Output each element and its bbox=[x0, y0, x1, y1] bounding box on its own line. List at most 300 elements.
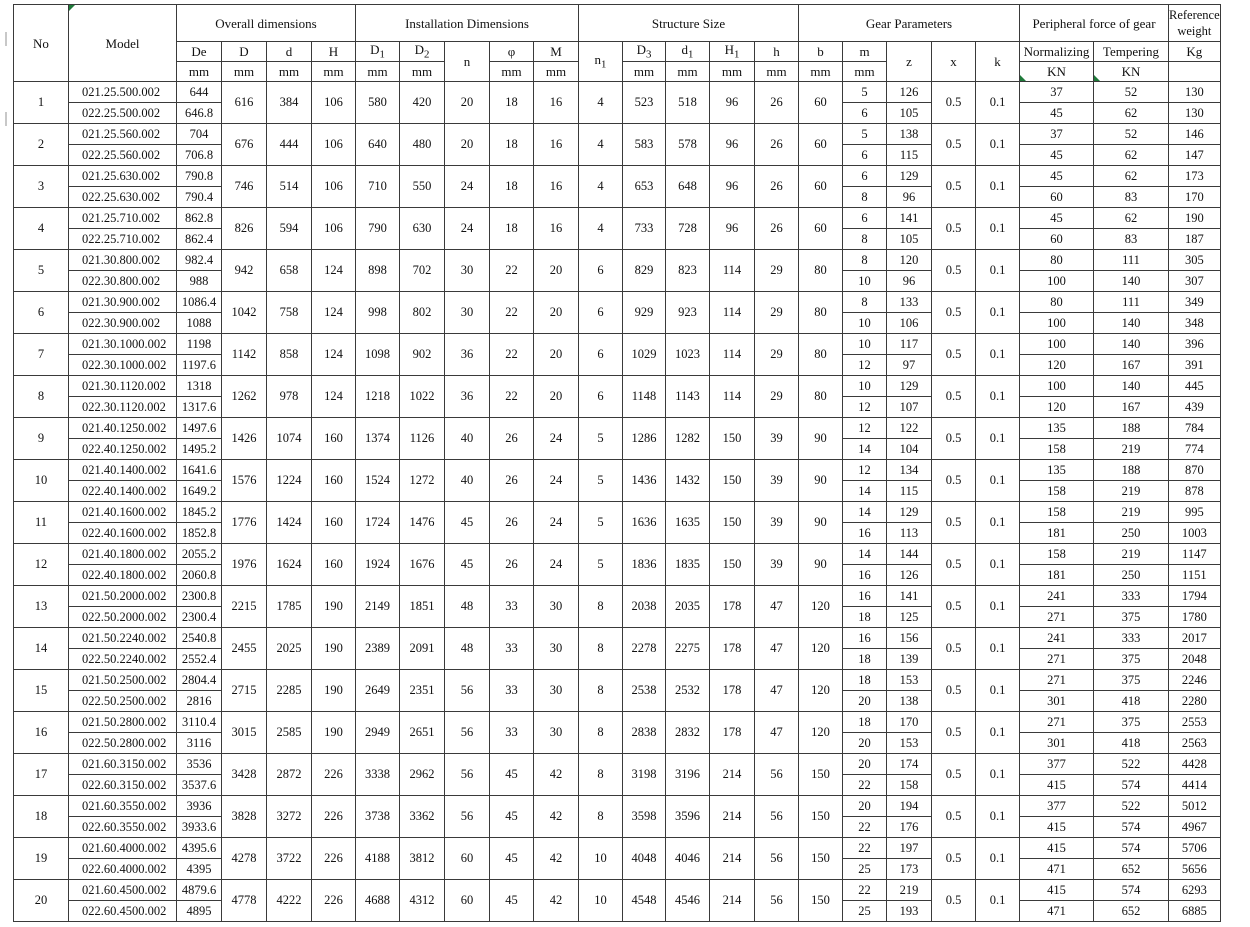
cell-H1: 178 bbox=[710, 628, 755, 670]
cell-D1: 1374 bbox=[356, 418, 400, 460]
cell-model-a: 021.50.2500.002 bbox=[69, 670, 177, 691]
cell-d1: 2035 bbox=[666, 586, 710, 628]
cell-model-b: 022.50.2800.002 bbox=[69, 733, 177, 754]
cell-z-b: 97 bbox=[887, 355, 932, 376]
cell-n1: 6 bbox=[579, 376, 623, 418]
header-D: D bbox=[222, 42, 267, 62]
cell-D2: 2962 bbox=[400, 754, 445, 796]
cell-D1: 2649 bbox=[356, 670, 400, 712]
cell-z-b: 193 bbox=[887, 901, 932, 922]
cell-m-b: 25 bbox=[843, 859, 887, 880]
cell-n1: 6 bbox=[579, 334, 623, 376]
cell-model-b: 022.50.2240.002 bbox=[69, 649, 177, 670]
cell-D1: 3338 bbox=[356, 754, 400, 796]
cell-d1: 1143 bbox=[666, 376, 710, 418]
cell-phi: 26 bbox=[490, 418, 534, 460]
cell-H1: 178 bbox=[710, 712, 755, 754]
cell-h: 47 bbox=[755, 712, 799, 754]
cell-D: 746 bbox=[222, 166, 267, 208]
cell-De-a: 862.8 bbox=[177, 208, 222, 229]
cell-temp-b: 219 bbox=[1094, 481, 1169, 502]
cell-model-b: 022.30.800.002 bbox=[69, 271, 177, 292]
cell-De-b: 2552.4 bbox=[177, 649, 222, 670]
cell-temp-a: 111 bbox=[1094, 292, 1169, 313]
cell-temp-b: 574 bbox=[1094, 775, 1169, 796]
cell-De-a: 3110.4 bbox=[177, 712, 222, 733]
cell-norm-a: 135 bbox=[1020, 418, 1094, 439]
cell-d1: 518 bbox=[666, 82, 710, 124]
cell-m-a: 18 bbox=[843, 712, 887, 733]
cell-D: 942 bbox=[222, 250, 267, 292]
cell-d1: 3196 bbox=[666, 754, 710, 796]
header-D3-main: D bbox=[636, 41, 646, 57]
cell-H: 160 bbox=[312, 418, 356, 460]
cell-M: 24 bbox=[534, 418, 579, 460]
cell-D1: 1924 bbox=[356, 544, 400, 586]
table-row bbox=[14, 502, 1221, 523]
cell-k: 0.1 bbox=[976, 418, 1020, 460]
cell-model-a: 021.40.1400.002 bbox=[69, 460, 177, 481]
cell-norm-a: 271 bbox=[1020, 670, 1094, 691]
cell-temp-a: 188 bbox=[1094, 460, 1169, 481]
cell-H1: 150 bbox=[710, 418, 755, 460]
cell-norm-a: 377 bbox=[1020, 754, 1094, 775]
unit-mm: mm bbox=[534, 62, 579, 82]
header-n1-main: n bbox=[594, 51, 602, 67]
cell-n1: 10 bbox=[579, 838, 623, 880]
cell-D3: 4048 bbox=[623, 838, 666, 880]
cell-phi: 18 bbox=[490, 166, 534, 208]
cell-no: 17 bbox=[14, 754, 69, 796]
cell-d1: 1635 bbox=[666, 502, 710, 544]
cell-D2: 1851 bbox=[400, 586, 445, 628]
cell-k: 0.1 bbox=[976, 376, 1020, 418]
cell-D1: 998 bbox=[356, 292, 400, 334]
cell-model-b: 022.60.4000.002 bbox=[69, 859, 177, 880]
cell-norm-b: 415 bbox=[1020, 817, 1094, 838]
table-row bbox=[14, 796, 1221, 817]
cell-b: 150 bbox=[799, 880, 843, 922]
cell-M: 42 bbox=[534, 754, 579, 796]
cell-model-a: 021.50.2800.002 bbox=[69, 712, 177, 733]
cell-kg-b: 878 bbox=[1169, 481, 1221, 502]
cell-b: 150 bbox=[799, 838, 843, 880]
cell-d1: 2832 bbox=[666, 712, 710, 754]
cell-H1: 114 bbox=[710, 334, 755, 376]
cell-z-a: 129 bbox=[887, 376, 932, 397]
cell-H1: 150 bbox=[710, 460, 755, 502]
cell-model-a: 021.60.3550.002 bbox=[69, 796, 177, 817]
cell-H1: 214 bbox=[710, 796, 755, 838]
cell-n1: 5 bbox=[579, 544, 623, 586]
cell-D2: 2351 bbox=[400, 670, 445, 712]
cell-m-b: 10 bbox=[843, 271, 887, 292]
cell-m-a: 12 bbox=[843, 418, 887, 439]
cell-De-b: 2060.8 bbox=[177, 565, 222, 586]
cell-z-b: 176 bbox=[887, 817, 932, 838]
cell-m-a: 8 bbox=[843, 250, 887, 271]
cell-h: 56 bbox=[755, 838, 799, 880]
cell-D3: 2038 bbox=[623, 586, 666, 628]
cell-kg-a: 5012 bbox=[1169, 796, 1221, 817]
table-row bbox=[14, 124, 1221, 145]
cell-b: 60 bbox=[799, 166, 843, 208]
cell-kg-b: 348 bbox=[1169, 313, 1221, 334]
cell-H: 160 bbox=[312, 460, 356, 502]
cell-m-b: 18 bbox=[843, 649, 887, 670]
cell-kg-a: 1794 bbox=[1169, 586, 1221, 607]
cell-M: 20 bbox=[534, 250, 579, 292]
header-n1-sub: 1 bbox=[601, 58, 607, 71]
cell-De-a: 3936 bbox=[177, 796, 222, 817]
cell-temp-a: 522 bbox=[1094, 796, 1169, 817]
cell-m-a: 6 bbox=[843, 208, 887, 229]
unit-mm: mm bbox=[356, 62, 400, 82]
cell-D: 1426 bbox=[222, 418, 267, 460]
cell-z-a: 133 bbox=[887, 292, 932, 313]
cell-x: 0.5 bbox=[932, 880, 976, 922]
cell-norm-b: 158 bbox=[1020, 439, 1094, 460]
cell-D: 2215 bbox=[222, 586, 267, 628]
cell-temp-a: 62 bbox=[1094, 166, 1169, 187]
cell-De-b: 646.8 bbox=[177, 103, 222, 124]
unit-kg-blank bbox=[1169, 62, 1221, 82]
cell-m-a: 5 bbox=[843, 124, 887, 145]
cell-b: 150 bbox=[799, 796, 843, 838]
cell-z-b: 115 bbox=[887, 481, 932, 502]
cell-n: 48 bbox=[445, 628, 490, 670]
cell-D3: 653 bbox=[623, 166, 666, 208]
cell-m-b: 10 bbox=[843, 313, 887, 334]
cell-n: 24 bbox=[445, 166, 490, 208]
cell-x: 0.5 bbox=[932, 208, 976, 250]
cell-phi: 22 bbox=[490, 292, 534, 334]
cell-kg-b: 4414 bbox=[1169, 775, 1221, 796]
cell-h: 56 bbox=[755, 796, 799, 838]
cell-H: 190 bbox=[312, 670, 356, 712]
header-overall-dimensions: Overall dimensions bbox=[177, 5, 356, 42]
cell-no: 7 bbox=[14, 334, 69, 376]
cell-d1: 728 bbox=[666, 208, 710, 250]
sheet-edge-mark bbox=[5, 112, 7, 126]
cell-z-b: 104 bbox=[887, 439, 932, 460]
cell-h: 26 bbox=[755, 166, 799, 208]
cell-k: 0.1 bbox=[976, 754, 1020, 796]
cell-d1: 1432 bbox=[666, 460, 710, 502]
cell-m-a: 16 bbox=[843, 586, 887, 607]
cell-D1: 790 bbox=[356, 208, 400, 250]
cell-b: 80 bbox=[799, 250, 843, 292]
cell-z-a: 122 bbox=[887, 418, 932, 439]
cell-kg-a: 146 bbox=[1169, 124, 1221, 145]
cell-De-a: 1086.4 bbox=[177, 292, 222, 313]
cell-no: 3 bbox=[14, 166, 69, 208]
cell-model-a: 021.30.800.002 bbox=[69, 250, 177, 271]
table-row bbox=[14, 292, 1221, 313]
cell-kg-b: 391 bbox=[1169, 355, 1221, 376]
cell-model-b: 022.25.630.002 bbox=[69, 187, 177, 208]
cell-h: 26 bbox=[755, 82, 799, 124]
cell-kg-b: 2280 bbox=[1169, 691, 1221, 712]
cell-model-b: 022.25.500.002 bbox=[69, 103, 177, 124]
cell-model-a: 021.60.3150.002 bbox=[69, 754, 177, 775]
cell-model-a: 021.50.2240.002 bbox=[69, 628, 177, 649]
cell-z-a: 219 bbox=[887, 880, 932, 901]
cell-kg-a: 5706 bbox=[1169, 838, 1221, 859]
cell-h: 39 bbox=[755, 460, 799, 502]
cell-D3: 3598 bbox=[623, 796, 666, 838]
cell-phi: 26 bbox=[490, 544, 534, 586]
cell-b: 60 bbox=[799, 82, 843, 124]
cell-norm-b: 100 bbox=[1020, 271, 1094, 292]
cell-b: 60 bbox=[799, 124, 843, 166]
cell-D: 1576 bbox=[222, 460, 267, 502]
cell-norm-a: 80 bbox=[1020, 250, 1094, 271]
cell-D2: 2091 bbox=[400, 628, 445, 670]
cell-model-b: 022.60.4500.002 bbox=[69, 901, 177, 922]
cell-m-a: 16 bbox=[843, 628, 887, 649]
header-H1-main: H bbox=[724, 41, 734, 57]
cell-n1: 8 bbox=[579, 754, 623, 796]
cell-De-a: 4395.6 bbox=[177, 838, 222, 859]
cell-De-b: 790.4 bbox=[177, 187, 222, 208]
cell-x: 0.5 bbox=[932, 628, 976, 670]
cell-M: 24 bbox=[534, 460, 579, 502]
cell-temp-a: 52 bbox=[1094, 124, 1169, 145]
cell-M: 42 bbox=[534, 880, 579, 922]
cell-temp-a: 522 bbox=[1094, 754, 1169, 775]
cell-model-b: 022.50.2000.002 bbox=[69, 607, 177, 628]
cell-m-a: 8 bbox=[843, 292, 887, 313]
cell-D2: 480 bbox=[400, 124, 445, 166]
cell-norm-a: 158 bbox=[1020, 502, 1094, 523]
cell-D2: 3812 bbox=[400, 838, 445, 880]
cell-no: 13 bbox=[14, 586, 69, 628]
header-normalizing: Normalizing bbox=[1020, 42, 1094, 62]
cell-model-a: 021.50.2000.002 bbox=[69, 586, 177, 607]
cell-z-b: 96 bbox=[887, 271, 932, 292]
cell-kg-b: 1003 bbox=[1169, 523, 1221, 544]
cell-norm-b: 301 bbox=[1020, 691, 1094, 712]
bearing-spec-table bbox=[13, 4, 1221, 922]
header-b: b bbox=[799, 42, 843, 62]
cell-d1: 923 bbox=[666, 292, 710, 334]
unit-mm: mm bbox=[312, 62, 356, 82]
cell-norm-b: 271 bbox=[1020, 649, 1094, 670]
cell-d1: 3596 bbox=[666, 796, 710, 838]
cell-k: 0.1 bbox=[976, 628, 1020, 670]
cell-D3: 3198 bbox=[623, 754, 666, 796]
cell-z-b: 107 bbox=[887, 397, 932, 418]
cell-z-a: 141 bbox=[887, 208, 932, 229]
cell-phi: 22 bbox=[490, 376, 534, 418]
cell-d: 2025 bbox=[267, 628, 312, 670]
cell-kg-a: 349 bbox=[1169, 292, 1221, 313]
cell-phi: 22 bbox=[490, 250, 534, 292]
cell-no: 2 bbox=[14, 124, 69, 166]
cell-D: 2715 bbox=[222, 670, 267, 712]
header-phi: φ bbox=[490, 42, 534, 62]
cell-kg-b: 4967 bbox=[1169, 817, 1221, 838]
cell-D3: 523 bbox=[623, 82, 666, 124]
cell-no: 15 bbox=[14, 670, 69, 712]
cell-x: 0.5 bbox=[932, 376, 976, 418]
cell-De-a: 1497.6 bbox=[177, 418, 222, 439]
cell-z-a: 197 bbox=[887, 838, 932, 859]
cell-z-b: 139 bbox=[887, 649, 932, 670]
cell-norm-b: 471 bbox=[1020, 859, 1094, 880]
cell-x: 0.5 bbox=[932, 712, 976, 754]
cell-z-a: 134 bbox=[887, 460, 932, 481]
cell-norm-a: 37 bbox=[1020, 82, 1094, 103]
cell-M: 16 bbox=[534, 208, 579, 250]
cell-M: 30 bbox=[534, 670, 579, 712]
cell-no: 9 bbox=[14, 418, 69, 460]
cell-D3: 829 bbox=[623, 250, 666, 292]
unit-mm: mm bbox=[710, 62, 755, 82]
cell-D: 2455 bbox=[222, 628, 267, 670]
cell-D: 1262 bbox=[222, 376, 267, 418]
cell-temp-b: 83 bbox=[1094, 229, 1169, 250]
cell-n1: 8 bbox=[579, 670, 623, 712]
table-row bbox=[14, 586, 1221, 607]
cell-D: 676 bbox=[222, 124, 267, 166]
header-H1 bbox=[710, 42, 755, 62]
cell-norm-b: 181 bbox=[1020, 523, 1094, 544]
cell-b: 120 bbox=[799, 628, 843, 670]
header-model: Model bbox=[69, 5, 177, 82]
sheet-edge-mark bbox=[5, 32, 7, 46]
cell-k: 0.1 bbox=[976, 502, 1020, 544]
cell-D3: 1029 bbox=[623, 334, 666, 376]
cell-b: 80 bbox=[799, 376, 843, 418]
cell-m-b: 8 bbox=[843, 229, 887, 250]
cell-z-a: 153 bbox=[887, 670, 932, 691]
cell-n: 30 bbox=[445, 292, 490, 334]
cell-phi: 18 bbox=[490, 82, 534, 124]
cell-H1: 214 bbox=[710, 880, 755, 922]
table-row bbox=[14, 82, 1221, 103]
table-row bbox=[14, 754, 1221, 775]
cell-kg-a: 6293 bbox=[1169, 880, 1221, 901]
header-kg: Kg bbox=[1169, 42, 1221, 62]
cell-temp-a: 52 bbox=[1094, 82, 1169, 103]
header-tempering: Tempering bbox=[1094, 42, 1169, 62]
cell-d1: 648 bbox=[666, 166, 710, 208]
header-D2 bbox=[400, 42, 445, 62]
cell-x: 0.5 bbox=[932, 82, 976, 124]
cell-model-a: 021.60.4000.002 bbox=[69, 838, 177, 859]
cell-temp-a: 375 bbox=[1094, 712, 1169, 733]
cell-D1: 3738 bbox=[356, 796, 400, 838]
cell-d: 758 bbox=[267, 292, 312, 334]
cell-z-a: 156 bbox=[887, 628, 932, 649]
cell-norm-a: 45 bbox=[1020, 166, 1094, 187]
cell-D1: 1524 bbox=[356, 460, 400, 502]
cell-H: 226 bbox=[312, 754, 356, 796]
cell-h: 39 bbox=[755, 418, 799, 460]
cell-n1: 6 bbox=[579, 292, 623, 334]
unit-mm: mm bbox=[623, 62, 666, 82]
cell-n1: 4 bbox=[579, 82, 623, 124]
cell-D2: 3362 bbox=[400, 796, 445, 838]
cell-model-a: 021.40.1250.002 bbox=[69, 418, 177, 439]
cell-model-b: 022.40.1600.002 bbox=[69, 523, 177, 544]
cell-m-a: 20 bbox=[843, 754, 887, 775]
cell-M: 20 bbox=[534, 376, 579, 418]
cell-h: 26 bbox=[755, 124, 799, 166]
cell-z-a: 144 bbox=[887, 544, 932, 565]
cell-kg-a: 784 bbox=[1169, 418, 1221, 439]
cell-b: 90 bbox=[799, 418, 843, 460]
cell-no: 5 bbox=[14, 250, 69, 292]
header-z: z bbox=[887, 42, 932, 82]
cell-kg-b: 2048 bbox=[1169, 649, 1221, 670]
cell-M: 16 bbox=[534, 82, 579, 124]
cell-H: 226 bbox=[312, 796, 356, 838]
header-M: M bbox=[534, 42, 579, 62]
cell-D3: 583 bbox=[623, 124, 666, 166]
cell-temp-b: 167 bbox=[1094, 355, 1169, 376]
cell-D2: 1022 bbox=[400, 376, 445, 418]
cell-norm-a: 45 bbox=[1020, 208, 1094, 229]
cell-kg-a: 130 bbox=[1169, 82, 1221, 103]
cell-m-a: 5 bbox=[843, 82, 887, 103]
cell-phi: 45 bbox=[490, 880, 534, 922]
cell-temp-a: 574 bbox=[1094, 838, 1169, 859]
cell-model-b: 022.60.3150.002 bbox=[69, 775, 177, 796]
cell-kg-b: 1780 bbox=[1169, 607, 1221, 628]
cell-D1: 1724 bbox=[356, 502, 400, 544]
cell-D3: 1836 bbox=[623, 544, 666, 586]
cell-D3: 2538 bbox=[623, 670, 666, 712]
header-m: m bbox=[843, 42, 887, 62]
cell-n: 56 bbox=[445, 670, 490, 712]
cell-De-b: 1317.6 bbox=[177, 397, 222, 418]
cell-D2: 702 bbox=[400, 250, 445, 292]
header-d1 bbox=[666, 42, 710, 62]
cell-model-b: 022.40.1800.002 bbox=[69, 565, 177, 586]
cell-model-a: 021.60.4500.002 bbox=[69, 880, 177, 901]
cell-n: 48 bbox=[445, 586, 490, 628]
cell-norm-b: 60 bbox=[1020, 187, 1094, 208]
cell-De-a: 1845.2 bbox=[177, 502, 222, 523]
cell-norm-a: 271 bbox=[1020, 712, 1094, 733]
cell-temp-a: 375 bbox=[1094, 670, 1169, 691]
cell-norm-b: 181 bbox=[1020, 565, 1094, 586]
header-d1-sub: 1 bbox=[688, 48, 694, 61]
cell-m-b: 8 bbox=[843, 187, 887, 208]
cell-norm-b: 60 bbox=[1020, 229, 1094, 250]
cell-kg-b: 5656 bbox=[1169, 859, 1221, 880]
cell-kg-a: 2246 bbox=[1169, 670, 1221, 691]
cell-m-b: 22 bbox=[843, 775, 887, 796]
cell-d1: 1023 bbox=[666, 334, 710, 376]
table-row bbox=[14, 334, 1221, 355]
cell-D1: 2949 bbox=[356, 712, 400, 754]
cell-kg-a: 995 bbox=[1169, 502, 1221, 523]
cell-model-b: 022.40.1400.002 bbox=[69, 481, 177, 502]
cell-h: 47 bbox=[755, 628, 799, 670]
cell-De-b: 1649.2 bbox=[177, 481, 222, 502]
cell-d: 514 bbox=[267, 166, 312, 208]
cell-x: 0.5 bbox=[932, 754, 976, 796]
unit-mm: mm bbox=[799, 62, 843, 82]
cell-phi: 33 bbox=[490, 628, 534, 670]
cell-kg-a: 396 bbox=[1169, 334, 1221, 355]
header-D3-sub: 3 bbox=[645, 48, 652, 61]
cell-m-a: 22 bbox=[843, 838, 887, 859]
